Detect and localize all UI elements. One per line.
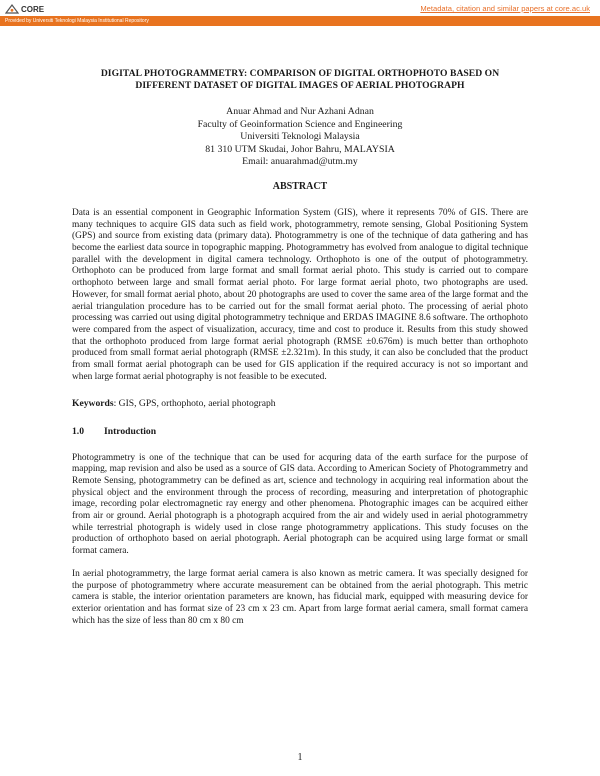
- affiliation-address: 81 310 UTM Skudai, Johor Bahru, MALAYSIA: [205, 143, 395, 155]
- core-metadata-link[interactable]: Metadata, citation and similar papers at core.ac.uk: [420, 4, 590, 13]
- title-line-2: DIFFERENT DATASET OF DIGITAL IMAGES OF AERIAL PHOTOGRAPH: [135, 80, 465, 91]
- keywords-label: Keywords: [72, 397, 114, 409]
- abstract-heading: ABSTRACT: [272, 180, 328, 192]
- core-logo-text: CORE: [21, 4, 45, 14]
- core-logo[interactable]: [5, 4, 44, 14]
- keywords-list: : GIS, GPS, orthophoto, aerial photograph: [113, 397, 276, 409]
- top-bar: [0, 0, 600, 14]
- page-number: 1: [297, 752, 303, 763]
- section-number: 1.0: [72, 425, 84, 437]
- intro-paragraph-2: In aerial photogrammetry, the large format aerial camera is also known as metric camera. It was specially designed for the purpose of photogrammetry where accurate measurement can be obtained from the aerial photograph. This metric camera is stable, the interior orientation parameters are known, has fiducial mark, equipped with measuring device for exterior orientation and has format size of 23 cm x 23 cm. Apart from large format aerial camera, small format camera which has the size of less than 80 cm x 80 cm: [72, 568, 528, 626]
- author-block: [72, 106, 528, 169]
- authors: Anuar Ahmad and Nur Azhani Adnan: [226, 106, 374, 117]
- intro-paragraph-1: Photogrammetry is one of the technique that can be used for acquring data of the earth surface for the purpose of mapping, map revision and also be used as a source of GIS data. According to American Society of Photogrammetry and Remote Sensing, photogrammetry can be defined as art, science and technology in acquiring real information about the physical object and the environment through the process of recording, measuring and interpretation of photographic image, recording polar electromagnetic ray energy and other phenomena. Photographic images can be acquired either from air or ground. Aerial photograph is a photograph acquired from the air and widely used in aerial photogrammetry while terrestrial photograph is widely used in close range photogrammetry applications. This study focuses on the production of orthophoto based on aerial photograph. Aerial photograph can be acquired using large format or small format camera.: [72, 452, 528, 557]
- affiliation-university: Universiti Teknologi Malaysia: [240, 131, 360, 143]
- title-line-1: DIGITAL PHOTOGRAMMETRY: COMPARISON OF DIGITAL ORTHOPHOTO BASED ON: [100, 68, 500, 79]
- section-title: Introduction: [104, 425, 157, 437]
- core-logo-icon: [5, 4, 19, 14]
- section-heading-introduction: [72, 426, 528, 437]
- author-email: Email: anuarahmad@utm.my: [242, 156, 358, 168]
- keywords-line: [72, 398, 528, 409]
- abstract-text: Data is an essential component in Geographic Information System (GIS), where it represents 70% of GIS. There are many techniques to acquire GIS data such as field work, photogrammetry, remote sensing, Global Positioning System (GPS) and source from existing data (primary data). Photogrammetry is one of the technique of data gathering and has become the earliest data source in topographic mapping. Photogrammetry has evolved from analogue to digital technique parallel with the development in digital camera technology. Orthophoto is one of the output of photogrammetry. Orthophoto can be produced from large format and small format aerial photo. This study is carried out to compare orthophoto between large and small format aerial photo. For large format aerial photo, two photographs are used. However, for small format aerial photo, about 20 photographs are used to cover the same area of the large format and the aerial triangulation procedure has to be carried out for the small format aerial photo. The processing of aerial photo processing was carried out using digital photogrammetry technique and ERDAS IMAGINE 8.6 software. The orthophoto were compared from the aspect of visualization, accuracy, time and cost to produce it. Results from this study showed that the orthophoto produced from large format aerial photograph (RMSE ±0.676m) is much better than orthophoto produced from small format aerial photograph (RMSE ±2.321m). In this study, it can also be concluded that the product from small format aerial photograph can be used for GIS application if the required accuracy is not so important and when large format aerial photography is not feasible to be executed.: [72, 207, 528, 382]
- provided-by-banner: Provided by Universiti Teknologi Malaysia Institutional Repository: [0, 16, 600, 26]
- paper-title: [72, 68, 528, 92]
- paper-content: [72, 68, 528, 627]
- affiliation-faculty: Faculty of Geoinformation Science and Engineering: [197, 118, 403, 130]
